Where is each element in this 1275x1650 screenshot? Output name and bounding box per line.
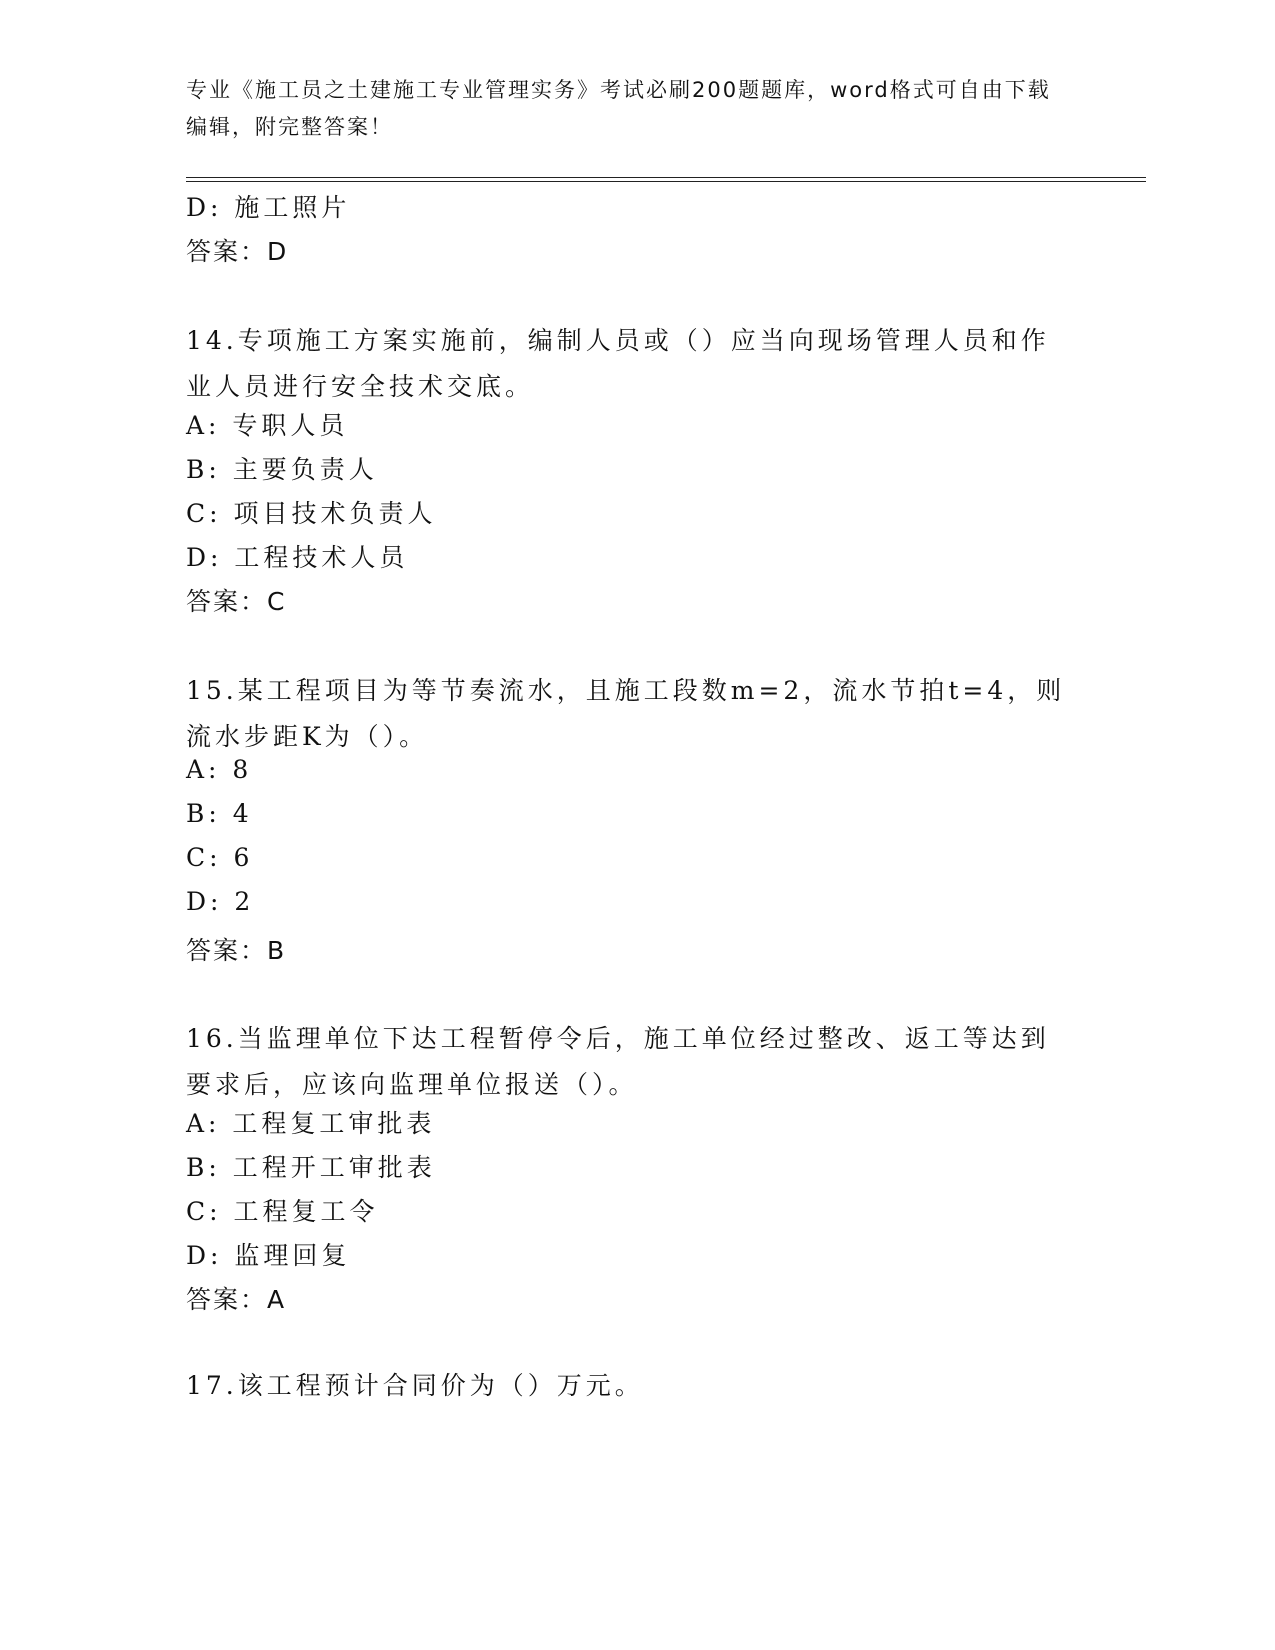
question-14-stem: 14.专项施工方案实施前，编制人员或（）应当向现场管理人员和作业人员进行安全技术交底。 xyxy=(186,326,1050,401)
question-15-answer: 答案：B xyxy=(186,936,287,965)
question-16-option-b: B: 工程开工审批表 xyxy=(186,1153,436,1182)
header-divider xyxy=(186,177,1146,178)
document-header: 专业《施工员之土建施工专业管理实务》考试必刷200题题库，word格式可自由下载编辑，附完整答案！ xyxy=(186,78,1051,139)
question-15-stem: 15.某工程项目为等节奏流水，且施工段数m=2，流水节拍t=4，则流水步距K为（）。 xyxy=(186,676,1066,751)
question-16-option-c: C: 工程复工令 xyxy=(186,1197,379,1226)
question-15-option-c: C: 6 xyxy=(186,843,254,872)
question-15-option-a: A: 8 xyxy=(186,755,253,784)
prev-answer: 答案：D xyxy=(186,237,289,266)
question-14-option-c: C: 项目技术负责人 xyxy=(186,499,437,528)
question-16-option-a: A: 工程复工审批表 xyxy=(186,1109,436,1138)
question-16-stem: 16.当监理单位下达工程暂停令后，施工单位经过整改、返工等达到要求后，应该向监理单位报送（）。 xyxy=(186,1024,1050,1099)
question-16-option-d: D: 监理回复 xyxy=(186,1241,351,1270)
question-14-option-d: D: 工程技术人员 xyxy=(186,543,409,572)
prev-option-d: D: 施工照片 xyxy=(186,193,351,222)
question-15-option-d: D: 2 xyxy=(186,887,255,916)
question-14-answer: 答案：C xyxy=(186,587,287,616)
header-divider-double xyxy=(186,181,1146,182)
question-15-option-b: B: 4 xyxy=(186,799,253,828)
question-17-stem: 17.该工程预计合同价为（）万元。 xyxy=(186,1371,644,1400)
question-14-option-b: B: 主要负责人 xyxy=(186,455,378,484)
question-14-option-a: A: 专职人员 xyxy=(186,411,349,440)
question-16-answer: 答案：A xyxy=(186,1285,287,1314)
